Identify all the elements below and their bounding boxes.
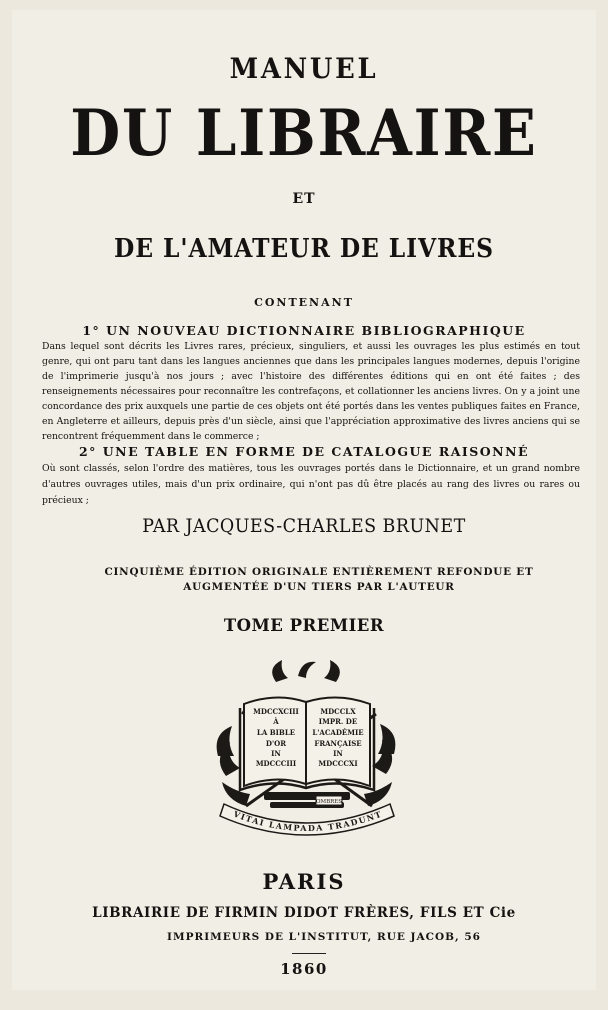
printers-mark-vignette [206, 656, 408, 840]
contenant-label: CONTENANT [254, 296, 354, 309]
left-page-line-4: D'OR [265, 739, 287, 748]
title-line-du-libraire: DU LIBRAIRE [70, 96, 538, 171]
title-page [12, 10, 596, 990]
left-page-line-3: LA BIBLE [256, 728, 296, 737]
title-line-manuel: MANUEL [229, 52, 379, 85]
section2-text: Où sont classés, selon l'ordre des matières, tous les ouvrages portés dans le Dictionnaire, et un grand nombre d'autres ouvrages utiles, mais d'un prix ordinaire, qui n'ont pas dû être placés au rang des livres ou rares ou précieux ; [42, 463, 580, 506]
motto-text: VITAI LAMPADA TRADUNT [232, 808, 384, 834]
right-page-line-3: L'ACADÉMIE [312, 728, 364, 737]
left-page-line-6: MDCCCIII [255, 759, 297, 768]
edition-note: CINQUIÈME ÉDITION ORIGINALE ENTIÈREMENT REFONDUE ET AUGMENTÉE D'UN TIERS PAR L'AUTEUR [104, 566, 534, 593]
right-page-line-1: MDCCLX [320, 707, 356, 716]
svg-text:VITAI LAMPADA TRADUNT [231, 808, 383, 833]
title-conjunction: ET [292, 191, 316, 207]
right-page-line-5: IN [333, 749, 343, 758]
imprint-publisher: LIBRAIRIE DE FIRMIN DIDOT FRÈRES, FILS ET Cie [92, 905, 516, 921]
left-page-line-5: IN [271, 749, 281, 758]
divider-rule [292, 953, 326, 954]
left-page-line-2: À [273, 717, 279, 726]
right-page-line-2: IMPR. DE [318, 717, 358, 726]
section1-text: Dans lequel sont décrits les Livres rares, précieux, singuliers, et aussi les ouvrages les plus estimés en tout genre, qui ont paru tant dans les langues anciennes que dans les principales langues modernes, depuis l'origine de l'imprimerie jusqu'à nos jours ; avec l'histoire des différentes éditions qui en ont été faites ; des renseignements nécessaires pour reconnaître les contrefaçons, et collationner les anciens livres. On y a joint une concordance des prix auxquels une partie de ces objets ont été portés dans les ventes publiques faites en France, en Angleterre et ailleurs, depuis près d'un siècle, ainsi que l'appréciation approximative des livres anciens qui se rencontrent fréquemment dans le commerce ; [42, 341, 580, 442]
section1-heading: 1° UN NOUVEAU DICTIONNAIRE BIBLIOGRAPHIQUE [82, 323, 526, 338]
tome-label: TOME PREMIER [223, 616, 385, 635]
vignette-tag-text: OMBRES [315, 799, 343, 805]
section2-heading: 2° UNE TABLE EN FORME DE CATALOGUE RAISONNÉ [78, 444, 530, 459]
right-page-line-6: MDCCCXI [318, 759, 358, 768]
imprint-place: PARIS [262, 869, 346, 894]
left-page-line-1: MDCCXCIII [253, 707, 299, 716]
imprint-year: 1860 [280, 960, 328, 978]
right-page-line-4: FRANÇAISE [314, 739, 362, 748]
title-line-amateur: DE L'AMATEUR DE LIVRES [114, 234, 494, 264]
author-line: PAR JACQUES-CHARLES BRUNET [142, 515, 466, 537]
open-book-icon [240, 697, 374, 790]
motto-ribbon [220, 804, 394, 835]
imprint-printers: IMPRIMEURS DE L'INSTITUT, RUE JACOB, 56 [167, 931, 481, 943]
